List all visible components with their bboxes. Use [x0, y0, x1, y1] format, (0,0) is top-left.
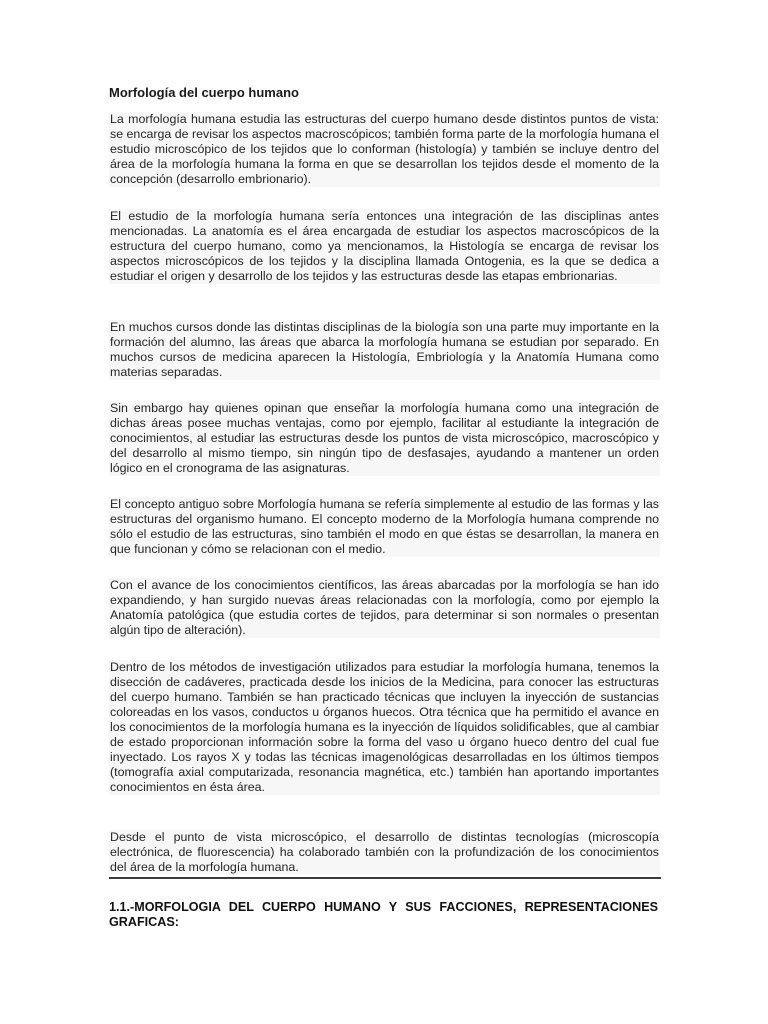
paragraph-7: Dentro de los métodos de investigación utilizados para estudiar la morfología humana, tenemos la disección de cadáveres, practicada desde los inicios de la Medicina, para conocer las estructuras del cuerpo humano. También se han practicado técnicas que incluyen la inyección de sustancias coloreadas en los vasos, conductos u órganos huecos. Otra técnica que ha permitido el avance en los conocimientos de la morfología humana es la inyección de líquidos solidificables, que al cambiar de estado proporcionan información sobre la forma del vaso u órgano hueco dentro del cual fue inyectado. Los rayos X y todas las técnicas imagenológicas desarrolladas en los últimos tiempos (tomografía axial computarizada, resonancia magnética, etc.) también han aportando importantes conocimientos en ésta área. [110, 660, 659, 794]
paragraph-3: En muchos cursos donde las distintas disciplinas de la biología son una parte muy importante en la formación del alumno, las áreas que abarca la morfología humana se estudian por separado. En muchos cursos de medicina aparecen la Histología, Embriología y la Anatomía Humana como materias separadas. [110, 320, 659, 379]
paragraph-8: Desde el punto de vista microscópico, el desarrollo de distintas tecnologías (microscopía electrónica, de fluorescencia) ha colaborado también con la profundización de los conocimientos del área de la morfología humana. [110, 830, 659, 874]
section-heading: 1.1.-MORFOLOGIA DEL CUERPO HUMANO Y SUS FACCIONES, REPRESENTACIONES GRAFICAS: [109, 900, 658, 929]
paragraph-2: El estudio de la morfología humana sería entonces una integración de las disciplinas antes mencionadas. La anatomía es el área encargada de estudiar los aspectos macroscópicos de la estructura del cuerpo humano, como ya mencionamos, la Histología se encarga de revisar los aspectos microscópicos de los tejidos y la disciplina llamada Ontogenia, es la que se dedica a estudiar el origen y desarrollo de los tejidos y las estructuras desde las etapas embrionarias. [110, 209, 659, 283]
paragraph-1: La morfología humana estudia las estructuras del cuerpo humano desde distintos puntos de vista: se encarga de revisar los aspectos macroscópicos; también forma parte de la morfología humana el estudio microscópico de los tejidos que lo conforman (histología) y también se incluye dentro del área de la morfología humana la forma en que se desarrollan los tejidos desde el momento de la concepción (desarrollo embrionario). [110, 112, 659, 186]
document-title: Morfología del cuerpo humano [109, 85, 299, 100]
paragraph-4: Sin embargo hay quienes opinan que enseñar la morfología humana como una integración de dichas áreas posee muchas ventajas, como por ejemplo, facilitar al estudiante la integración de conocimientos, al estudiar las estructuras desde los puntos de vista microscópico, macroscópico y del desarrollo al mismo tiempo, sin ningún tipo de desfasajes, ayudando a mantener un orden lógico en el cronograma de las asignaturas. [110, 401, 659, 475]
section-divider [109, 877, 661, 879]
paragraph-5: El concepto antiguo sobre Morfología humana se refería simplemente al estudio de las formas y las estructuras del organismo humano. El concepto moderno de la Morfología humana comprende no sólo el estudio de las estructuras, sino también el modo en que éstas se desarrollan, la manera en que funcionan y cómo se relacionan con el medio. [110, 497, 659, 556]
paragraph-6: Con el avance de los conocimientos científicos, las áreas abarcadas por la morfología se han ido expandiendo, y han surgido nuevas áreas relacionadas con la morfología, como por ejemplo la Anatomía patológica (que estudia cortes de tejidos, para determinar si son normales o presentan algún tipo de alteración). [110, 578, 659, 637]
